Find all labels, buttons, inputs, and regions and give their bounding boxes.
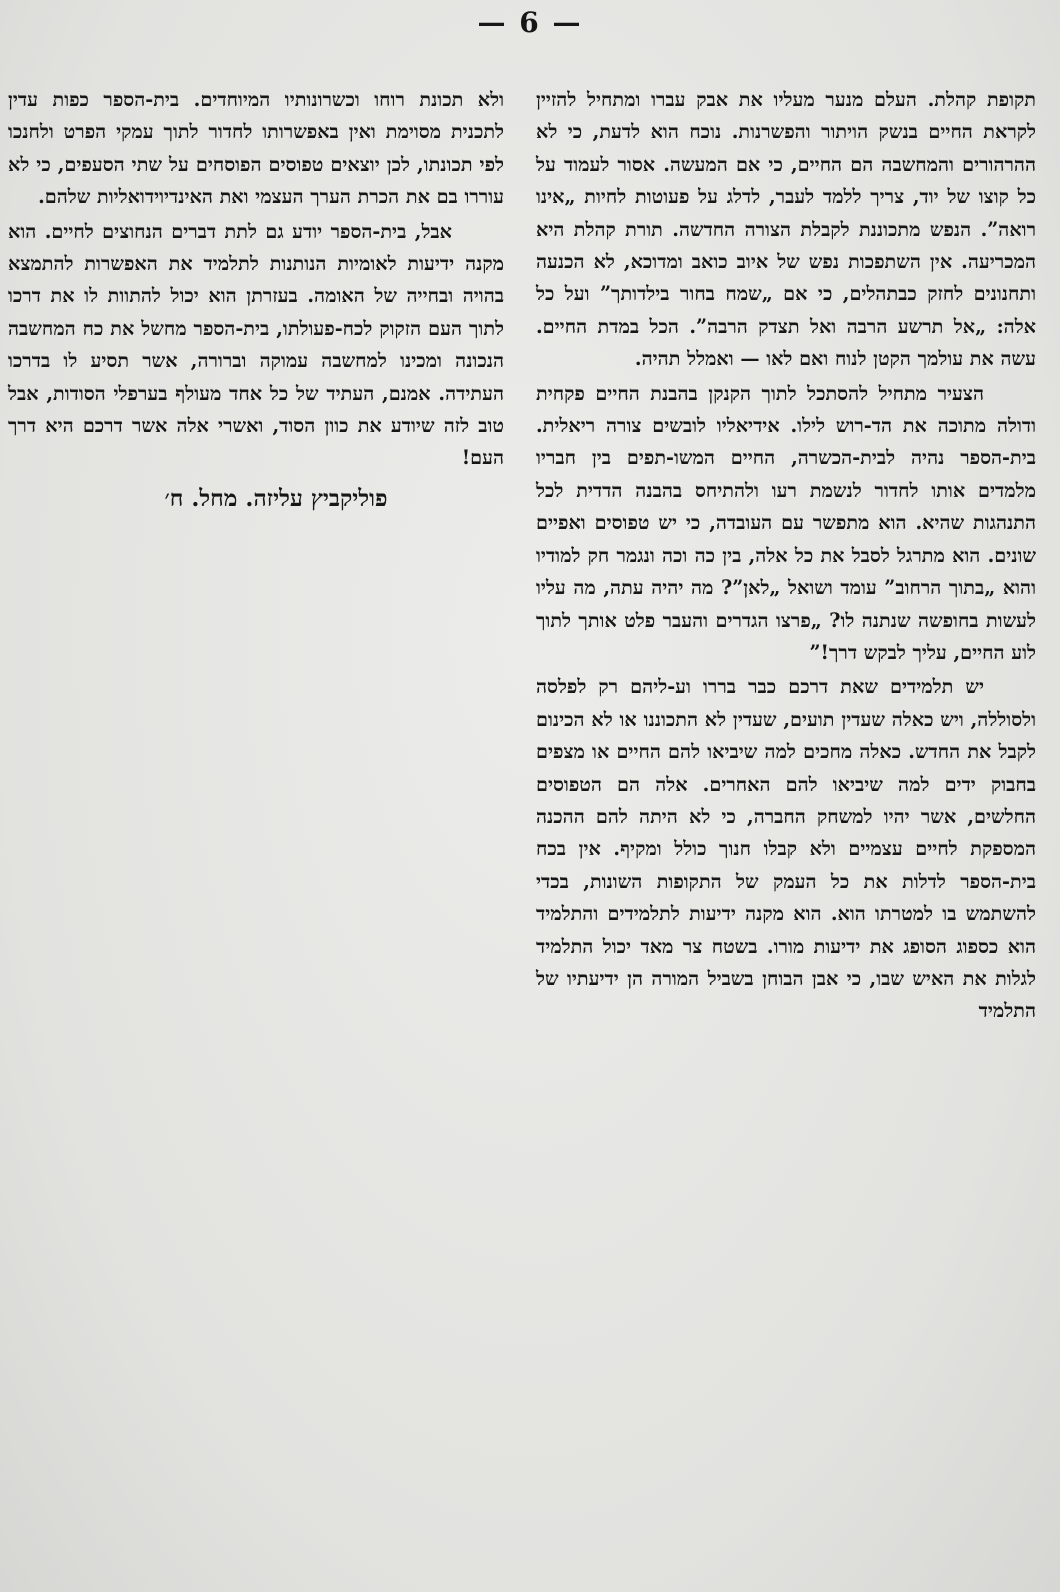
left-column [8,84,504,515]
paragraph: ולא תכונת רוחו וכשרונותיו המיוחדים. בית-הספר כפות עדין לתכנית מסוימת ואין באפשרותו לחדור לתוך עמקי הפרט ולחנכו לפי תכונתו, לכן יוצאים טפוסים הפוסחים על שתי הסעפים, כי לא עוררו בם את הכרת הערך העצמי ואת האינדיוידואליות שלהם. [8,88,504,209]
paragraph: יש תלמידים שאת דרכם כבר בררו וע-ליהם רק לפלסה ולסוללה, ויש כאלה שעדין תועים, שעדין לא התכוננו או לא הכינום לקבל את החדש. כאלה מחכים למה שיביאו להם החיים או מצפים בחבוק ידים למה שיביאו להם האחרים. אלה הם הטפוסים החלשים, אשר יהיו למשחק החברה, כי לא היתה להם ההכנה המספקת לחיים עצמיים ולא קבלו חנוך כולל ומקיף. אין בכח בית-הספר לדלות את כל העמק של התקופות השונות, בכדי להשתמש בו למטרתו הוא. הוא מקנה ידיעות לתלמידים והתלמיד הוא כספוג הסופג את ידיעות מורו. בשטח צר מאד יכול התלמיד לגלות את האיש שבו, כי אבן הבוחן בשביל המורה הן ידיעתיו של התלמיד [536,675,1036,1023]
right-column [536,84,1036,1028]
paragraph: הצעיר מתחיל להסתכל לתוך הקנקן בהבנת החיים פקחית ודולה מתוכה את הד-רוש לילו. אידיאליו לובשים צורה ריאלית. בית-הספר נהיה לבית-הכשרה, החיים המשו-תפים בין חבריו מלמדים אותו לחדור לנשמת רעו ולהתיחס בהבנה הדדית לכל התנהגות שהיא. הוא מתפשר עם העובדה, כי יש טפוסים ואפיים שונים. הוא מתרגל לסבל את כל אלה, בין כה וכה ונגמר חק למודיו והוא „בתוך הרחוב” עומד ושואל „לאן”? מה יהיה עתה, מה עליו לעשות בחופשה שנתנה לו? „פרצו הגדרים והעבר פלט אותך לתוך לוע החיים, עליך לבקש דרך!” [536,381,1036,664]
paragraph: תקופת קהלת. העלם מנער מעליו את אבק עברו ומתחיל להזיין לקראת החיים בנשק הויתור והפשרנות. נוכח הוא לדעת, כי לא ההרהורים והמחשבה הם החיים, כי אם המעשה. אסור לעמוד על כל קוצו של יוד, צריך ללמד לעבר, לדלג על פעוטות לחיות „אינו רואה”. הנפש מתכוננת לקבלת הצורה החדשה. תורת קהלת היא המכריעה. אין השתפכות נפש של איוב כואב ומדוכא, לא הכנעה ותחנונים לחזק כבתהלים, כי אם „שמח בחור בילדותך” ועל כל אלה: „אל תרשע הרבה ואל תצדק הרבה”. הכל במדת החיים. עשה את עולמך הקטן לנוח ואם לאו — ואמלל תהיה. [536,88,1036,371]
paragraph: אבל, בית-הספר יודע גם לתת דברים הנחוצים לחיים. הוא מקנה ידיעות לאומיות הנותנות לתלמיד את האפשרות להתמצא בהויה ובחייה של האומה. בעזרתן הוא יכול להתוות לו את דרכו לתוך העם הזקוק לכח-פעולתו, בית-הספר מחשל את כח המחשבה הנכונה ומכינו למחשבה עמוקה וברורה, אשר תסיע לו בדרכו העתידה. אמנם, העתיד של כל אחד מעולף בערפלי הסודות, אבל טוב לזה שיודע את כוון הסוד, ואשרי אלה אשר דרכם היא דרך העם! [8,219,504,470]
page-number: — 6 — [477,6,583,39]
author-signature: פוליקביץ עליזה. מחל. ח׳ [164,484,388,512]
